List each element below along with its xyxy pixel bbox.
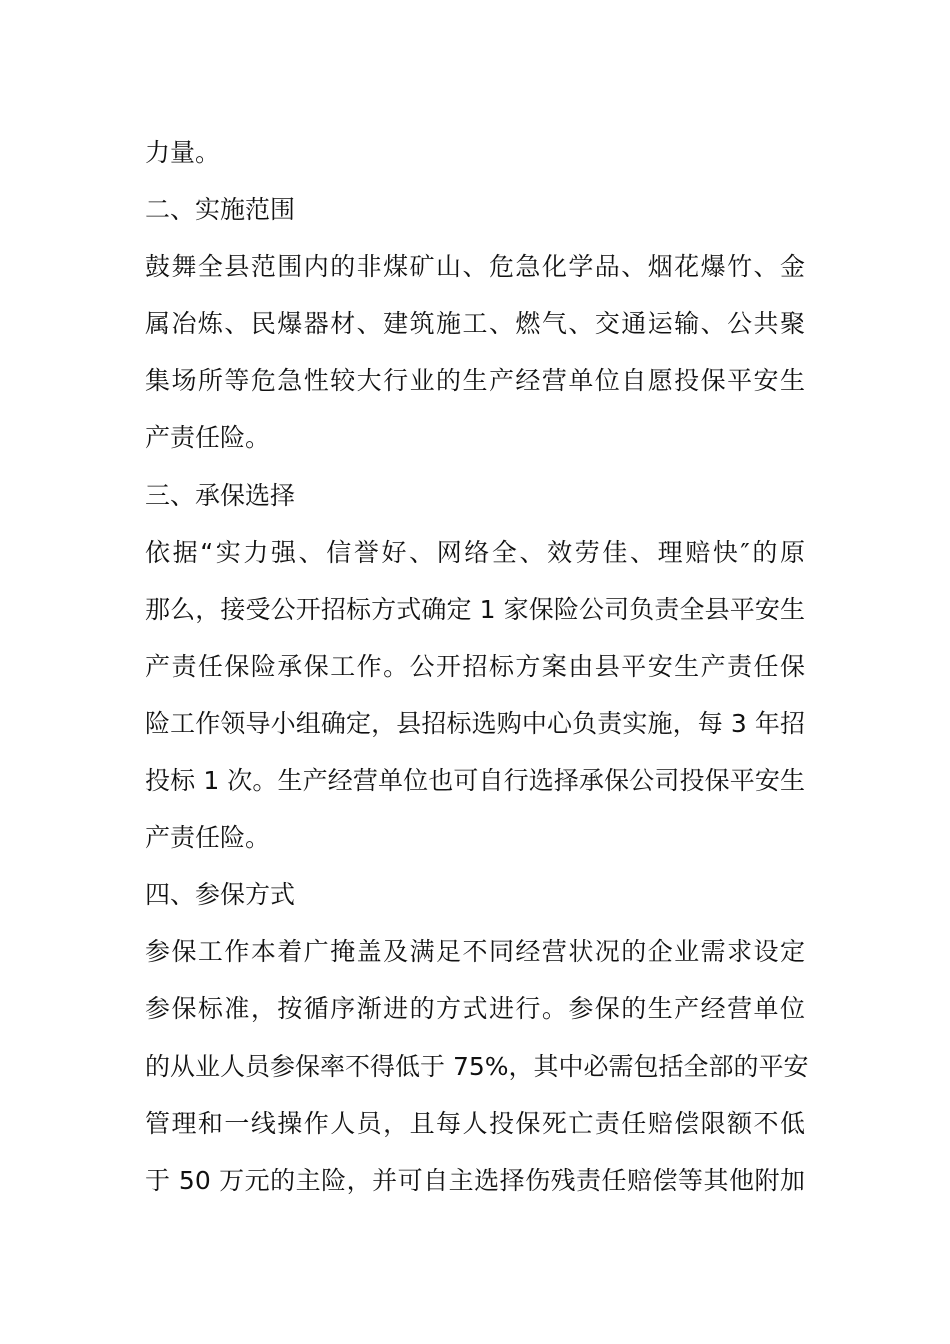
paragraph-line: 鼓舞全县范围内的非煤矿山、危急化学品、烟花爆竹、金: [145, 252, 805, 282]
section-heading-underwriting: 三、承保选择: [145, 480, 296, 510]
document-body: [145, 124, 809, 1209]
paragraph-line: 险工作领导小组确定，县招标选购中心负责实施，每 3 年招: [145, 708, 805, 738]
paragraph-line: 产责任保险承保工作。公开招标方案由县平安生产责任保: [145, 651, 805, 681]
paragraph-line: 集场所等危急性较大行业的生产经营单位自愿投保平安生: [145, 366, 805, 396]
paragraph-line: 产责任险。: [145, 423, 271, 453]
paragraph-line: 参保标准，按循序渐进的方式进行。参保的生产经营单位: [145, 994, 805, 1024]
paragraph-line: 管理和一线操作人员，且每人投保死亡责任赔偿限额不低: [145, 1108, 805, 1138]
paragraph-line: 的从业人员参保率不得低于 75%，其中必需包括全部的平安: [145, 1051, 809, 1081]
section-heading-participation: 四、参保方式: [145, 880, 296, 910]
section-heading-scope: 二、实施范围: [145, 195, 296, 225]
paragraph-line: 投标 1 次。生产经营单位也可自行选择承保公司投保平安生: [145, 766, 805, 796]
paragraph-line: 力量。: [145, 138, 221, 167]
paragraph-line: 于 50 万元的主险，并可自主选择伤残责任赔偿等其他附加: [145, 1165, 805, 1195]
paragraph-line: 参保工作本着广掩盖及满足不同经营状况的企业需求设定: [145, 937, 805, 967]
paragraph-line: 那么，接受公开招标方式确定 1 家保险公司负责全县平安生: [145, 594, 805, 624]
paragraph-line: 属冶炼、民爆器材、建筑施工、燃气、交通运输、公共聚: [145, 309, 805, 339]
paragraph-line: 产责任险。: [145, 823, 271, 853]
paragraph-line: 依据“实力强、信誉好、网络全、效劳佳、理赔快″的原: [145, 537, 805, 567]
